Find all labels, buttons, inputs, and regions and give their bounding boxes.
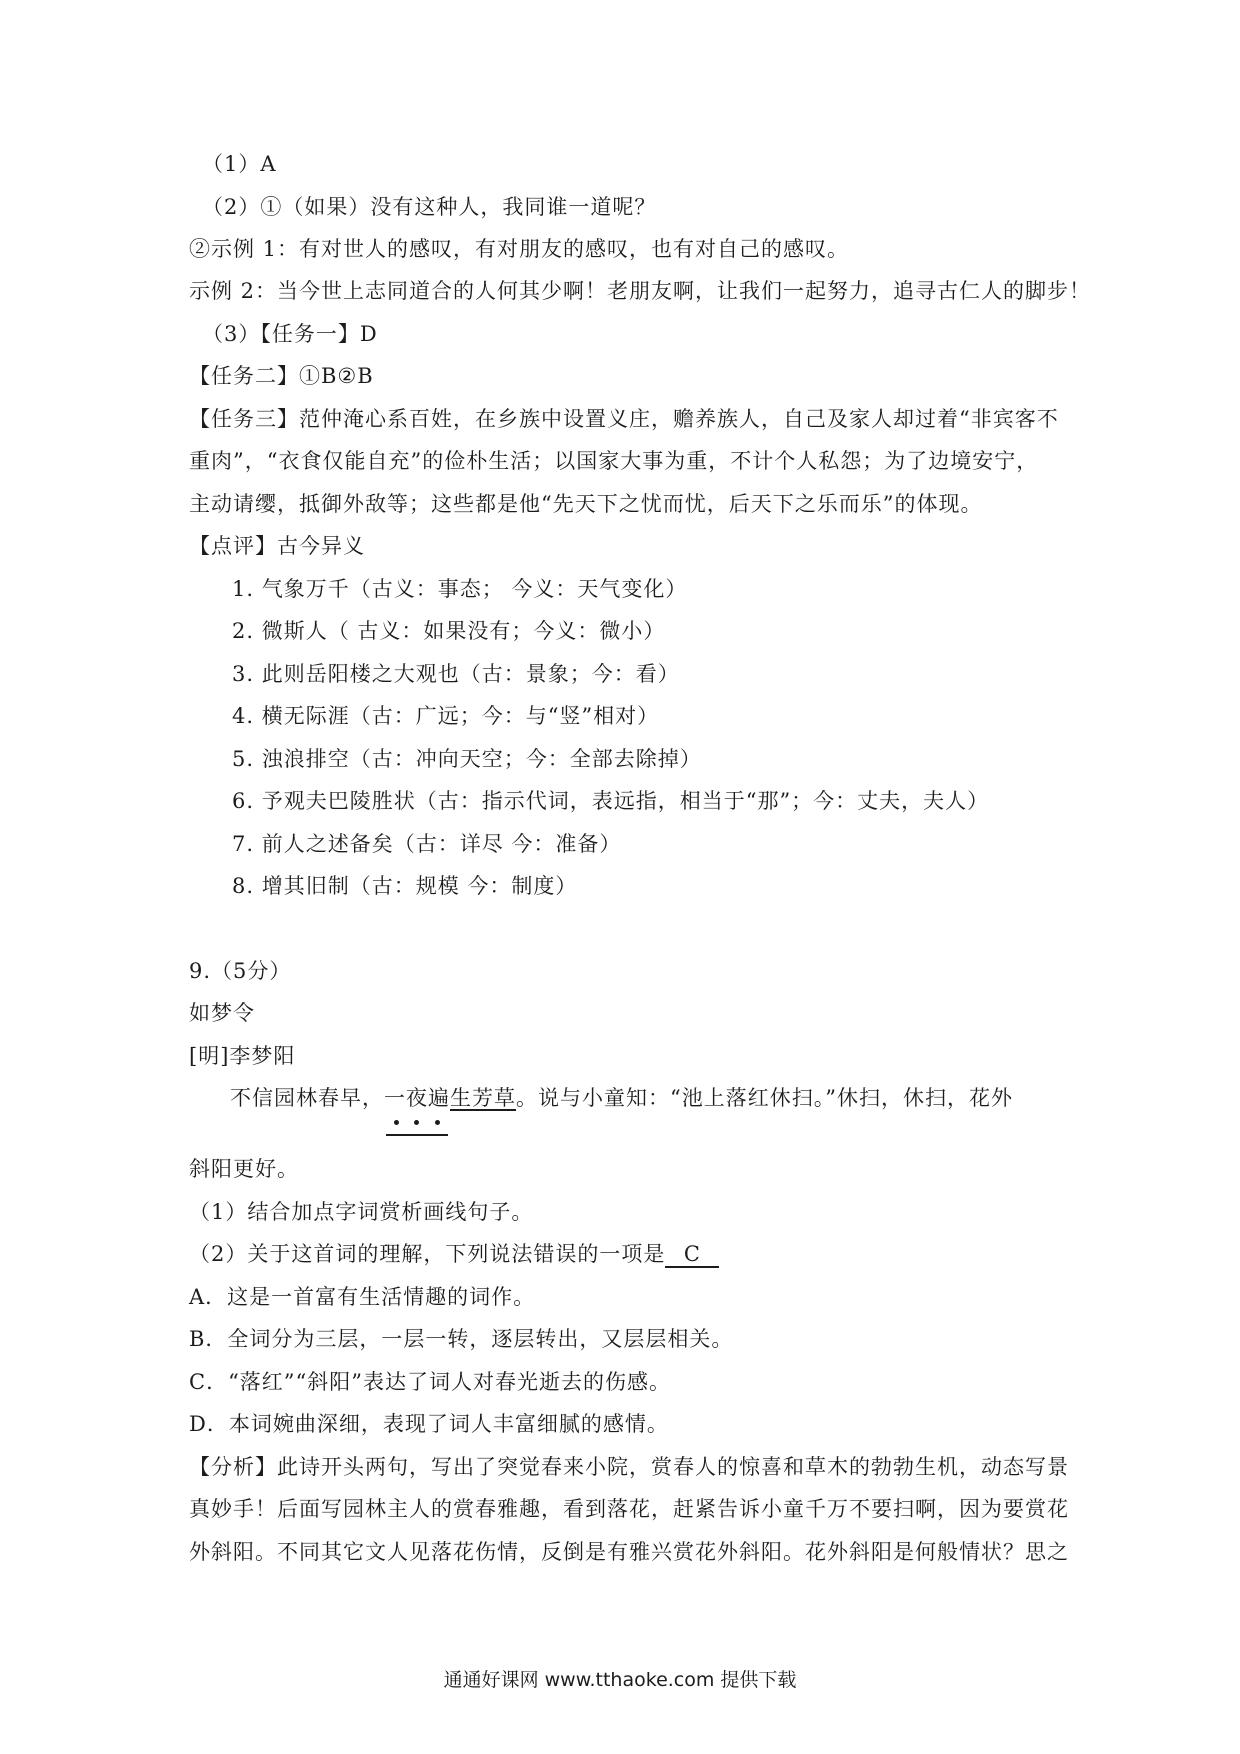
gujin-item: 6. 予观夫巴陵胜状（古：指示代词，表远指，相当于“那”；今：丈夫，夫人） <box>232 789 990 813</box>
dotted-words <box>384 1084 450 1112</box>
poem-text: 。说与小童知：“池上落红休扫。”休扫，休扫，花外 <box>516 1086 1013 1110</box>
comment-title: 【点评】古今异义 <box>189 534 365 558</box>
underlined-text: 生芳草 <box>450 1086 516 1110</box>
answer-8-2-example2: 示例 2：当今世上志同道合的人何其少啊！老朋友啊，让我们一起努力，追寻古仁人的脚步！ <box>189 279 1092 303</box>
poem-line-1 <box>230 1084 1013 1112</box>
question-9-header: 9.（5分） <box>189 959 292 983</box>
poem-text: 不信园林春早， <box>230 1086 384 1110</box>
gujin-item: 8. 增其旧制（古：规模 今：制度） <box>232 874 578 898</box>
poem-author: [明]李梦阳 <box>189 1044 296 1068</box>
answer-task3-line1: 【任务三】范仲淹心系百姓，在乡族中设置义庄，赡养族人，自己及家人却过着“非宾客不 <box>189 407 1059 431</box>
answer-8-2-example1: ②示例 1：有对世人的感叹，有对朋友的感叹，也有对自己的感叹。 <box>189 237 850 261</box>
answer-8-3-task1: （3）【任务一】D <box>202 322 378 346</box>
gujin-item: 4. 横无际涯（古：广远；今：与“竖”相对） <box>232 704 660 728</box>
option-a: A．这是一首富有生活情趣的词作。 <box>189 1285 536 1309</box>
answer-blank: C <box>665 1242 719 1268</box>
gujin-item: 2. 微斯人（ 古义：如果没有；今义：微小） <box>232 619 666 643</box>
option-d: D．本词婉曲深细，表现了词人丰富细腻的感情。 <box>189 1412 669 1436</box>
gujin-item: 3. 此则岳阳楼之大观也（古：景象；今：看） <box>232 662 680 686</box>
dotted-text: 一夜遍 <box>384 1086 450 1110</box>
poem-line-2: 斜阳更好。 <box>189 1157 299 1181</box>
question-9-2-text: （2）关于这首词的理解，下列说法错误的一项是 <box>189 1242 666 1266</box>
answer-task2: 【任务二】①B②B <box>189 364 374 388</box>
answer-task3-line3: 主动请缨，抵御外敌等；这些都是他“先天下之忧而忧，后天下之乐而乐”的体现。 <box>189 492 983 516</box>
question-9-1: （1）结合加点字词赏析画线句子。 <box>189 1200 534 1224</box>
analysis-line: 外斜阳。不同其它文人见落花伤情，反倒是有雅兴赏花外斜阳。花外斜阳是何般情状？思之 <box>189 1540 1069 1564</box>
analysis-line: 真妙手！后面写园林主人的赏春雅趣，看到落花，赶紧告诉小童千万不要扫啊，因为要赏花 <box>189 1497 1069 1521</box>
footer-watermark: 通通好课网 www.tthaoke.com 提供下载 <box>443 1669 797 1691</box>
gujin-item: 5. 浊浪排空（古：冲向天空；今：全部去除掉） <box>232 747 702 771</box>
question-9-2 <box>189 1240 719 1268</box>
analysis-line: 【分析】此诗开头两句，写出了突觉春来小院，赏春人的惊喜和草木的勃勃生机，动态写景 <box>189 1455 1069 1479</box>
gujin-item: 1. 气象万千（古义：事态； 今义：天气变化） <box>232 577 688 601</box>
answer-8-2-line1: （2）①（如果）没有这种人，我同谁一道呢？ <box>202 195 657 219</box>
answer-task3-line2: 重肉”，“衣食仅能自充”的俭朴生活；以国家大事为重，不计个人私怨；为了边境安宁， <box>189 449 1039 473</box>
poem-title: 如梦令 <box>189 1001 255 1025</box>
underlined-sentence <box>384 1086 516 1110</box>
emphasis-dots <box>386 1120 448 1136</box>
answer-8-1: （1）A <box>202 152 277 176</box>
option-c: C．“落红”“斜阳”表达了词人对春光逝去的伤感。 <box>189 1370 672 1394</box>
gujin-item: 7. 前人之述备矣（古：详尽 今：准备） <box>232 832 622 856</box>
option-b: B．全词分为三层，一层一转，逐层转出，又层层相关。 <box>189 1327 734 1351</box>
